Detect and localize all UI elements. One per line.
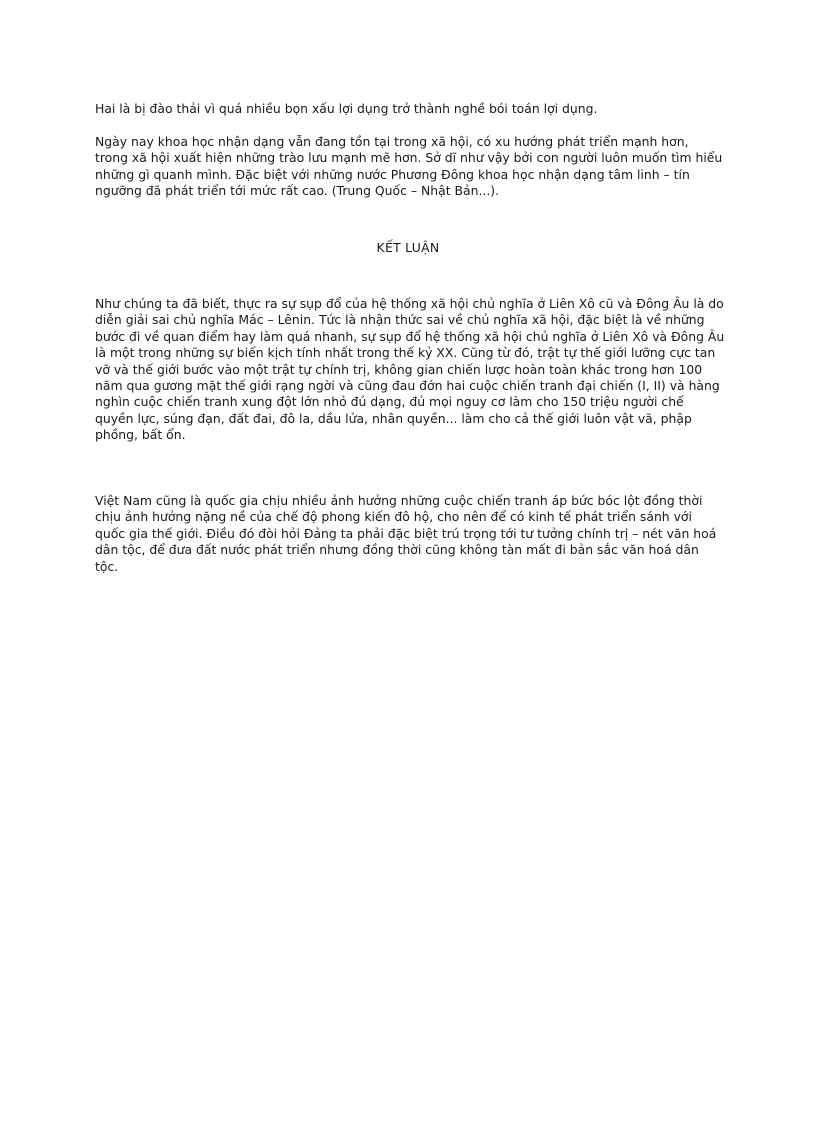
paragraph-2: Ngày nay khoa học nhận dạng vẫn đang tồn tại trong xã hội, có xu hướng phát triển mạnh hơn, trong xã hội xuất hiện những trào lưu mạnh mẽ hơn. Sở dĩ như vậy bởi con người luôn muốn tìm hiểu những gì quanh mình. Đặc biệt với những nước Phương Đông khoa học nhận dạng tâm linh – tín ngưỡng đã phát triển tới mức rất cao. (Trung Quốc – Nhật Bản...). [95, 134, 723, 199]
paragraph-3: Như chúng ta đã biết, thực ra sự sụp đổ của hệ thống xã hội chủ nghĩa ở Liên Xô cũ và Đông Âu là do diễn giải sai chủ nghĩa Mác – Lênin. Tức là nhận thức sai về chủ nghĩa xã hội, đặc biệt là về những bước đi về quan điểm hay làm quá nhanh, sự sụp đổ hệ thống xã hội chủ nghĩa ở Liên Xô và Đông Âu là một trong những sự biến kịch tính nhất trong thế kỷ XX. Cũng từ đó, trật tự thế giới lưỡng cực tan vỡ và thế giới bước vào một trật tự chính trị, không gian chiến lược hoàn toàn khác trong hơn 100 năm qua gương mặt thế giới rạng ngời và cũng đau đớn hai cuộc chiến tranh đại chiến (I, II) và hàng nghìn cuộc chiến tranh xung đột lớn nhỏ đủ dạng, đủ mọi nguy cơ làm cho 150 triệu người chế quyền lực, súng đạn, đất đai, đô la, dầu lửa, nhân quyền... làm cho cả thế giới luôn vật vã, phập phồng, bất ổn. [95, 296, 725, 443]
paragraph-1: Hai là bị đào thải vì quá nhiều bọn xấu lợi dụng trở thành nghề bói toán lợi dụng. [95, 101, 598, 116]
section-heading [0, 240, 816, 256]
section-heading-text: KẾT LUẬN [376, 240, 440, 255]
paragraph-4: Việt Nam cũng là quốc gia chịu nhiều ảnh hưởng những cuộc chiến tranh áp bức bóc lột đồng thời chịu ảnh hưởng nặng nề của chế độ phong kiến đô hộ, cho nên để có kinh tế phát triển sánh với quốc gia thế giới. Điều đó đòi hỏi Đảng ta phải đặc biệt trú trọng tới tư tưởng chính trị – nét văn hoá dân tộc, để đưa đất nước phát triển nhưng đồng thời cũng không tàn mất đi bản sắc văn hoá dân tộc. [95, 493, 717, 574]
